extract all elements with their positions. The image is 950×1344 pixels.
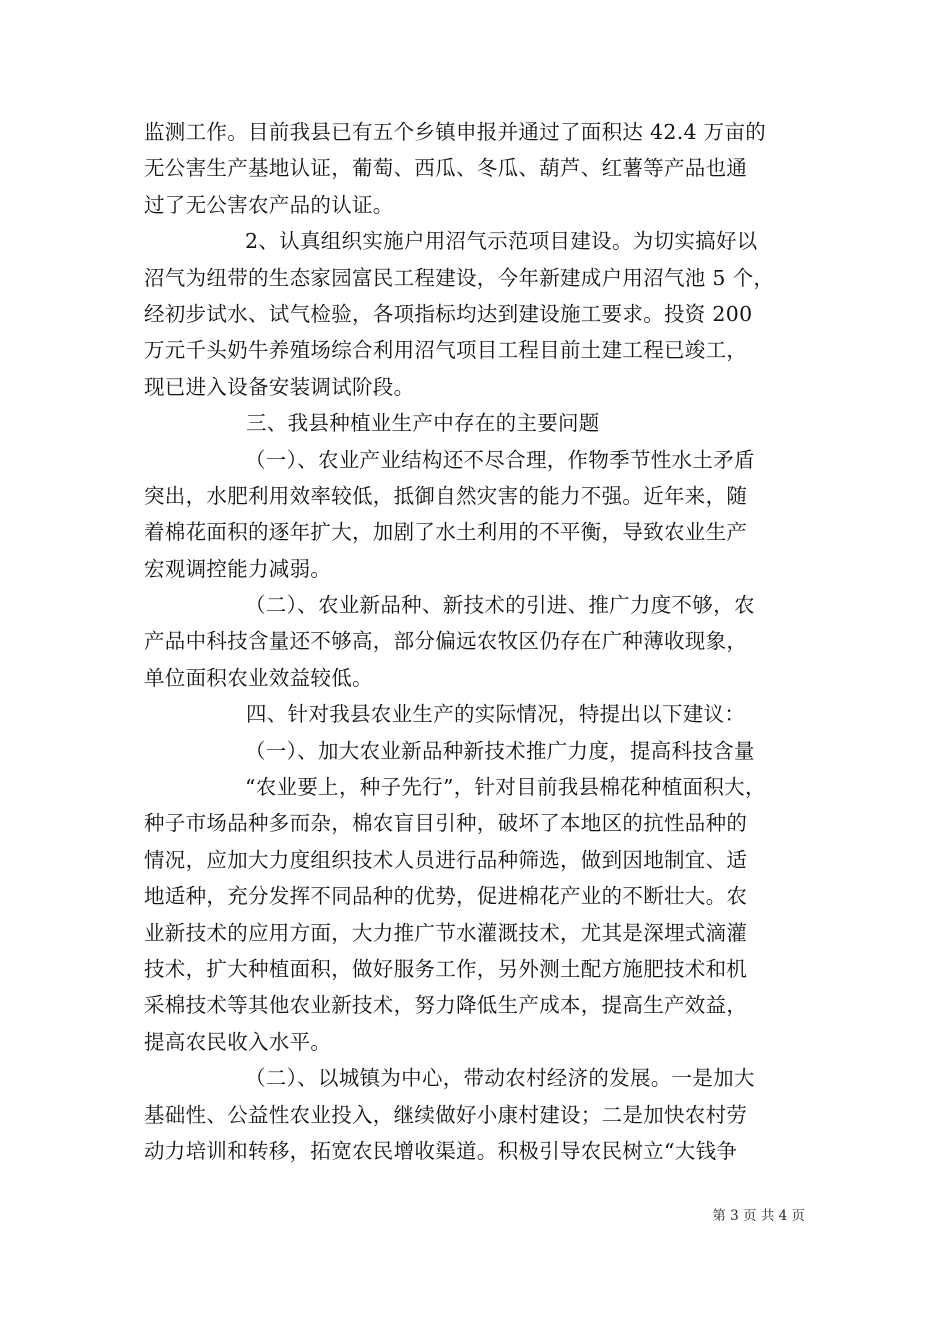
text-line: 种子市场品种多而杂，棉农盲目引种，破坏了本地区的抗性品种的 <box>144 811 748 836</box>
text-line: 产品中科技含量还不够高，部分偏远农牧区仍存在广种薄收现象， <box>144 629 748 654</box>
text-line: “农业要上，种子先行”，针对目前我县棉花种植面积大， <box>245 775 766 800</box>
text-line: 地适种，充分发挥不同品种的优势，促进棉花产业的不断壮大。农 <box>144 884 748 909</box>
text-line: 过了无公害农产品的认证。 <box>144 192 394 217</box>
text-line: （一）、农业产业结构还不尽合理，作物季节性水土矛盾 <box>245 447 755 472</box>
text-line: （二）、农业新品种、新技术的引进、推广力度不够，农 <box>245 593 755 618</box>
text-line: 2、认真组织实施户用沼气示范项目建设。为切实搞好以 <box>245 229 758 254</box>
text-line: （二）、以城镇为中心，带动农村经济的发展。一是加大 <box>245 1066 755 1091</box>
text-line: 四、针对我县农业生产的实际情况，特提出以下建议： <box>246 702 746 727</box>
text-line: 宏观调控能力减弱。 <box>144 556 332 581</box>
text-line: 业新技术的应用方面，大力推广节水灌溉技术，尤其是深埋式滴灌 <box>144 920 748 945</box>
text-line: 单位面积农业效益较低。 <box>144 665 373 690</box>
body-text <box>144 114 806 1169</box>
text-line: 动力培训和转移，拓宽农民增收渠道。积极引导农民树立“大钱争 <box>144 1138 738 1163</box>
text-line: 现已进入设备安装调试阶段。 <box>144 374 415 399</box>
text-line: 经初步试水、试气检验，各项指标均达到建设施工要求。投资 200 <box>144 301 753 326</box>
page-number-footer: 第 3 页 共 4 页 <box>712 1208 805 1224</box>
text-line: 提高农民收入水平。 <box>144 1029 332 1054</box>
text-line: 基础性、公益性农业投入，继续做好小康村建设；二是加快农村劳 <box>144 1102 748 1127</box>
text-line: 情况，应加大力度组织技术人员进行品种筛选，做到因地制宜、适 <box>144 847 748 872</box>
text-line: 采棉技术等其他农业新技术，努力降低生产成本，提高生产效益， <box>144 993 748 1018</box>
text-line: 三、我县种植业生产中存在的主要问题 <box>246 411 600 436</box>
text-line: 着棉花面积的逐年扩大，加剧了水土利用的不平衡，导致农业生产 <box>144 520 748 545</box>
text-line: 沼气为纽带的生态家园富民工程建设，今年新建成户用沼气池 5 个， <box>144 265 775 290</box>
text-line: 突出，水肥利用效率较低，抵御自然灾害的能力不强。近年来，随 <box>144 483 748 508</box>
text-line: 监测工作。目前我县已有五个乡镇申报并通过了面积达 42.4 万亩的 <box>144 120 767 144</box>
text-line: 万元千头奶牛养殖场综合利用沼气项目工程目前土建工程已竣工， <box>144 338 748 363</box>
text-line: 无公害生产基地认证，葡萄、西瓜、冬瓜、葫芦、红薯等产品也通 <box>144 156 748 181</box>
text-line: （一）、加大农业新品种新技术推广力度，提高科技含量 <box>245 738 755 763</box>
text-line: 技术，扩大种植面积，做好服务工作，另外测土配方施肥技术和机 <box>144 956 748 981</box>
